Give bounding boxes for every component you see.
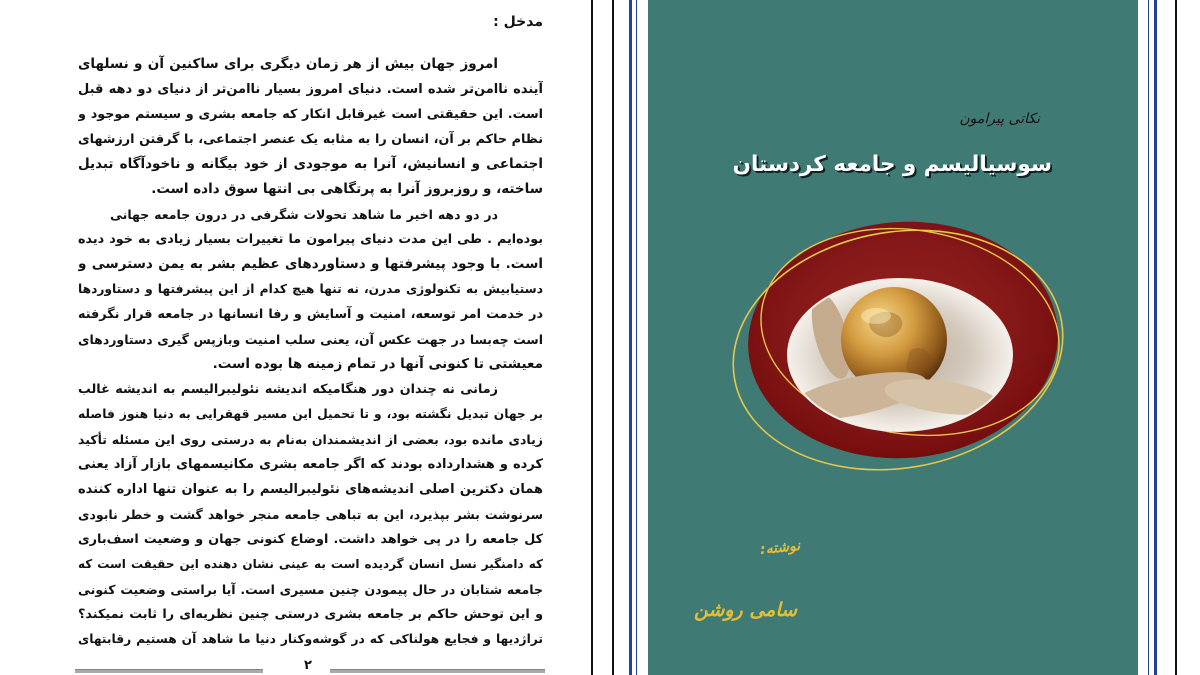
cover-title: سوسیالیسم و جامعه کردستان (732, 152, 1052, 177)
cover-frame-line (629, 0, 632, 675)
text-line: دستیابیش به تکنولوژی مدرن، نه تنها هیچ کدام از این پیشرفتها و دستاوردها (78, 282, 543, 296)
text-line: در خدمت امر توسعه، امنیت و آسایش و رفا انسانها در جامعه قرار نگرفته (78, 307, 543, 322)
text-line: زیادی مانده بود، بعضی از اندیشمندان به‌نام به درستی روی این مسئله تأکید (78, 432, 543, 447)
left-page (0, 0, 593, 675)
paragraph (78, 377, 543, 652)
page-number: ۲ (304, 658, 312, 673)
text-line: است. این حقیقتی است غیرقابل انکار که جامعه بشری و سیستم موجود و (78, 107, 543, 122)
section-heading: مدخل : (493, 14, 543, 30)
text-line: سرنوشت بشر بپذیرد، این به تباهی جامعه منجر خواهد گشت و خطر نابودی (78, 507, 543, 522)
text-line: در دو دهه اخیر ما شاهد تحولات شگرفی در درون جامعه جهانی (110, 207, 498, 222)
author-name: سامی روشن (694, 599, 798, 621)
body-text (78, 52, 543, 652)
text-line: و این توحش حاکم بر جامعه بشری درستی چنین نظریه‌ای را ثابت نمیکند؟ (78, 607, 543, 622)
text-line: امروز جهان بیش از هر زمان دیگری برای ساکنین آن و نسلهای (78, 56, 498, 72)
page-number-rule (330, 669, 545, 673)
text-line: اجتماعی و انسانیش، آنرا به موجودی از خود بیگانه و ناخودآگاه تبدیل (78, 156, 543, 172)
book-cover (648, 0, 1138, 675)
cover-frame-line (1154, 0, 1157, 675)
paragraph (78, 202, 543, 377)
cover-emblem (648, 0, 1138, 675)
text-line: بوده‌ایم . طی این مدت دنیای پیرامون ما تغییرات بسیار زیادی به خود دیده (78, 232, 543, 247)
author-label: نوشته: (759, 537, 801, 559)
text-line: ساخته، و روزبروز آنرا به پرتگاهی بی انتها سوق داده است. (151, 181, 543, 197)
page-number-rule (75, 669, 263, 673)
text-line: تراژدیها و فجایع هولناکی که در گوشه‌وکنار دنیا ما شاهد آن هستیم رقابتهای (78, 632, 543, 646)
cover-subtitle: نکاتی پیرامون (959, 111, 1040, 127)
text-line: که دامنگیر نسل انسان گردیده است به عینی نشان دهنده این حقیقت است که (78, 557, 543, 571)
right-page (612, 0, 1177, 675)
text-line: آینده ناامن‌تر شده است. دنیای امروز بسیار ناامن‌تر از دنیای دو دهه قبل (78, 82, 543, 97)
text-line: همان دکترین اصلی اندیشه‌های نئولیبرالیسم را به عنوان تنها اداره کننده (78, 482, 543, 497)
text-line: کل جامعه را در پی خواهد داشت. اوضاع کنونی جهان و وضعیت اسف‌باری (78, 532, 543, 547)
text-line: بر جهان تبدیل نگشته بود، و تا تحمیل این مسیر قهقرایی به دنیا هنوز فاصله (78, 407, 543, 421)
text-line: نظام حاکم بر آن، انسان را به مثابه یک عنصر اجتماعی، با گرفتن ارزشهای (78, 132, 543, 147)
text-line: است چه‌بسا در جهت عکس آن، یعنی سلب امنیت وبازپس گیری دستاوردهای (78, 332, 543, 347)
text-line: است. با وجود پیشرفتها و دستاوردهای عظیم بشر به یمن دسترسی و (78, 256, 543, 272)
text-line: معیشتی تا کنونی آنها در تمام زمینه ها بوده است. (212, 356, 543, 372)
cover-frame-line (1148, 0, 1149, 675)
text-line: جامعه شتابان در حال پیمودن چنین مسیری است. آیا براستی وضعیت کنونی (78, 582, 543, 597)
cover-frame-line (636, 0, 637, 675)
text-line: کرده و هشدارداده بودند که اگر جامعه بشری مکانیسمهای بازار آزاد یعنی (78, 457, 543, 472)
paragraph (78, 52, 543, 202)
text-line: زمانی نه چندان دور هنگامیکه اندیشه نئولیبرالیسم به اندیشه غالب (78, 382, 498, 397)
